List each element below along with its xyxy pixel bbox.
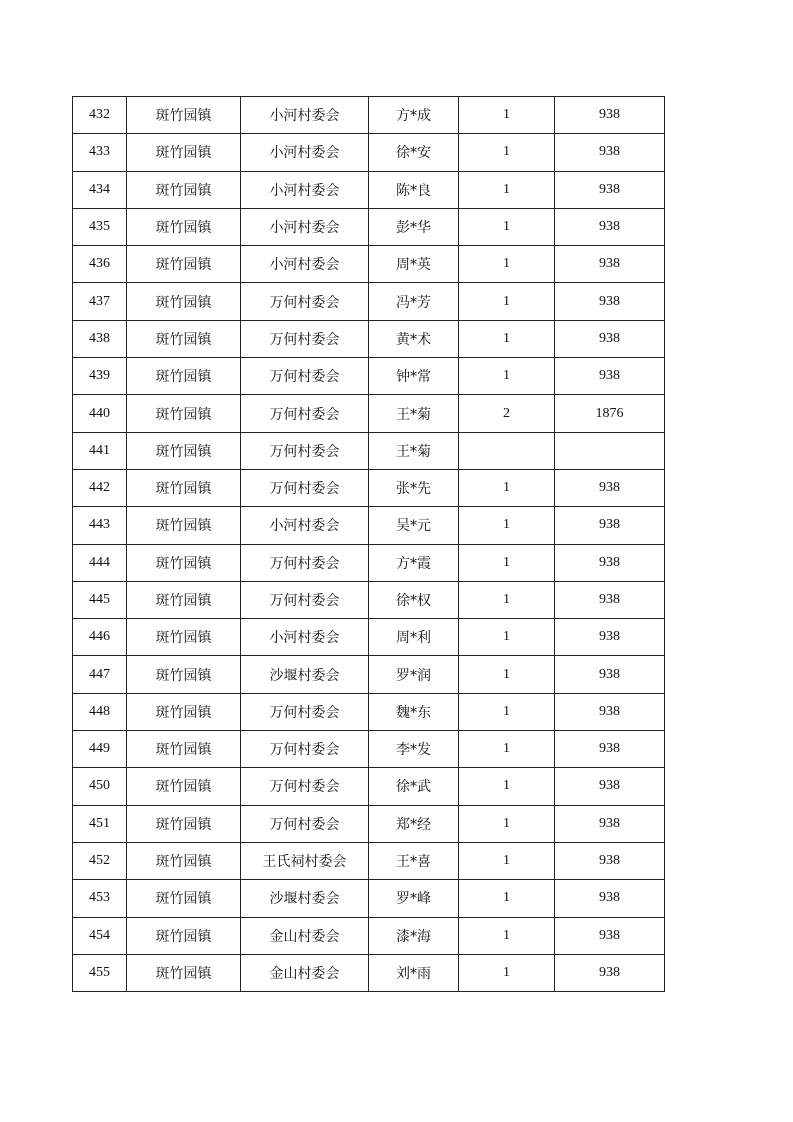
cell-index: 449	[73, 731, 127, 768]
cell-town: 斑竹园镇	[127, 246, 241, 283]
cell-town: 斑竹园镇	[127, 171, 241, 208]
cell-count: 2	[459, 395, 555, 432]
cell-count: 1	[459, 97, 555, 134]
cell-town: 斑竹园镇	[127, 358, 241, 395]
cell-town: 斑竹园镇	[127, 97, 241, 134]
cell-village: 小河村委会	[241, 134, 369, 171]
cell-index: 455	[73, 954, 127, 991]
cell-count: 1	[459, 768, 555, 805]
cell-index: 436	[73, 246, 127, 283]
cell-town: 斑竹园镇	[127, 656, 241, 693]
cell-count: 1	[459, 656, 555, 693]
cell-village: 万何村委会	[241, 693, 369, 730]
cell-amount: 938	[555, 358, 665, 395]
table-row	[73, 469, 665, 506]
cell-name: 王*菊	[369, 432, 459, 469]
cell-name: 徐*权	[369, 581, 459, 618]
cell-village: 万何村委会	[241, 581, 369, 618]
table-row	[73, 320, 665, 357]
cell-village: 沙堰村委会	[241, 656, 369, 693]
cell-index: 446	[73, 619, 127, 656]
cell-town: 斑竹园镇	[127, 283, 241, 320]
cell-town: 斑竹园镇	[127, 544, 241, 581]
cell-village: 万何村委会	[241, 731, 369, 768]
cell-amount: 938	[555, 693, 665, 730]
cell-amount: 938	[555, 880, 665, 917]
table-row	[73, 507, 665, 544]
cell-village: 万何村委会	[241, 768, 369, 805]
cell-town: 斑竹园镇	[127, 432, 241, 469]
cell-count: 1	[459, 507, 555, 544]
table-row	[73, 432, 665, 469]
cell-name: 徐*武	[369, 768, 459, 805]
document-page	[72, 96, 665, 992]
cell-count: 1	[459, 731, 555, 768]
cell-amount: 938	[555, 208, 665, 245]
cell-village: 小河村委会	[241, 246, 369, 283]
cell-index: 442	[73, 469, 127, 506]
cell-count: 1	[459, 283, 555, 320]
cell-amount: 938	[555, 581, 665, 618]
cell-village: 金山村委会	[241, 954, 369, 991]
cell-count: 1	[459, 693, 555, 730]
cell-name: 陈*良	[369, 171, 459, 208]
cell-name: 周*英	[369, 246, 459, 283]
cell-index: 435	[73, 208, 127, 245]
table-body	[73, 97, 665, 992]
cell-count: 1	[459, 581, 555, 618]
cell-name: 黄*术	[369, 320, 459, 357]
cell-index: 434	[73, 171, 127, 208]
cell-count: 1	[459, 805, 555, 842]
cell-amount: 938	[555, 97, 665, 134]
table-row	[73, 581, 665, 618]
cell-index: 441	[73, 432, 127, 469]
cell-name: 罗*润	[369, 656, 459, 693]
cell-count: 1	[459, 880, 555, 917]
cell-name: 方*成	[369, 97, 459, 134]
cell-name: 冯*芳	[369, 283, 459, 320]
table-row	[73, 544, 665, 581]
table-row	[73, 283, 665, 320]
cell-town: 斑竹园镇	[127, 693, 241, 730]
cell-town: 斑竹园镇	[127, 134, 241, 171]
cell-amount: 938	[555, 507, 665, 544]
cell-index: 445	[73, 581, 127, 618]
cell-index: 433	[73, 134, 127, 171]
cell-village: 小河村委会	[241, 507, 369, 544]
cell-count: 1	[459, 544, 555, 581]
cell-town: 斑竹园镇	[127, 880, 241, 917]
cell-name: 郑*经	[369, 805, 459, 842]
cell-count: 1	[459, 358, 555, 395]
cell-village: 小河村委会	[241, 171, 369, 208]
cell-amount: 938	[555, 954, 665, 991]
cell-index: 448	[73, 693, 127, 730]
cell-town: 斑竹园镇	[127, 917, 241, 954]
cell-village: 小河村委会	[241, 97, 369, 134]
cell-index: 438	[73, 320, 127, 357]
cell-count: 1	[459, 842, 555, 879]
table-row	[73, 619, 665, 656]
cell-village: 万何村委会	[241, 469, 369, 506]
cell-town: 斑竹园镇	[127, 320, 241, 357]
cell-amount: 938	[555, 842, 665, 879]
cell-name: 罗*峰	[369, 880, 459, 917]
cell-town: 斑竹园镇	[127, 805, 241, 842]
cell-town: 斑竹园镇	[127, 619, 241, 656]
cell-count: 1	[459, 134, 555, 171]
cell-name: 周*利	[369, 619, 459, 656]
table-row	[73, 97, 665, 134]
cell-amount: 938	[555, 320, 665, 357]
cell-village: 万何村委会	[241, 432, 369, 469]
cell-name: 彭*华	[369, 208, 459, 245]
table-row	[73, 171, 665, 208]
cell-village: 万何村委会	[241, 358, 369, 395]
cell-name: 魏*东	[369, 693, 459, 730]
cell-name: 吴*元	[369, 507, 459, 544]
table-row	[73, 768, 665, 805]
cell-amount: 938	[555, 805, 665, 842]
cell-amount: 938	[555, 656, 665, 693]
cell-name: 钟*常	[369, 358, 459, 395]
table-row	[73, 656, 665, 693]
table-row	[73, 842, 665, 879]
cell-village: 小河村委会	[241, 619, 369, 656]
table-row	[73, 917, 665, 954]
cell-village: 万何村委会	[241, 805, 369, 842]
cell-village: 王氏祠村委会	[241, 842, 369, 879]
cell-amount: 1876	[555, 395, 665, 432]
cell-town: 斑竹园镇	[127, 954, 241, 991]
cell-amount: 938	[555, 768, 665, 805]
cell-town: 斑竹园镇	[127, 395, 241, 432]
cell-town: 斑竹园镇	[127, 469, 241, 506]
data-table	[72, 96, 665, 992]
table-row	[73, 693, 665, 730]
table-row	[73, 246, 665, 283]
cell-amount: 938	[555, 544, 665, 581]
cell-index: 451	[73, 805, 127, 842]
cell-count: 1	[459, 320, 555, 357]
cell-count: 1	[459, 954, 555, 991]
cell-index: 453	[73, 880, 127, 917]
table-row	[73, 805, 665, 842]
cell-amount: 938	[555, 283, 665, 320]
table-row	[73, 954, 665, 991]
cell-count: 1	[459, 619, 555, 656]
cell-index: 432	[73, 97, 127, 134]
cell-amount: 938	[555, 619, 665, 656]
cell-name: 徐*安	[369, 134, 459, 171]
table-row	[73, 208, 665, 245]
cell-amount: 938	[555, 731, 665, 768]
table-row	[73, 358, 665, 395]
cell-name: 李*发	[369, 731, 459, 768]
cell-amount: 938	[555, 134, 665, 171]
cell-amount: 938	[555, 469, 665, 506]
cell-index: 450	[73, 768, 127, 805]
cell-index: 440	[73, 395, 127, 432]
cell-town: 斑竹园镇	[127, 842, 241, 879]
cell-index: 454	[73, 917, 127, 954]
cell-index: 437	[73, 283, 127, 320]
cell-count: 1	[459, 208, 555, 245]
cell-town: 斑竹园镇	[127, 581, 241, 618]
cell-index: 439	[73, 358, 127, 395]
cell-index: 443	[73, 507, 127, 544]
table-row	[73, 134, 665, 171]
table-row	[73, 395, 665, 432]
cell-name: 张*先	[369, 469, 459, 506]
cell-index: 444	[73, 544, 127, 581]
cell-village: 小河村委会	[241, 208, 369, 245]
cell-amount: 938	[555, 246, 665, 283]
cell-count: 1	[459, 917, 555, 954]
cell-name: 方*霞	[369, 544, 459, 581]
cell-amount: 938	[555, 917, 665, 954]
cell-name: 王*菊	[369, 395, 459, 432]
cell-amount	[555, 432, 665, 469]
cell-town: 斑竹园镇	[127, 208, 241, 245]
table-row	[73, 731, 665, 768]
cell-count: 1	[459, 246, 555, 283]
cell-town: 斑竹园镇	[127, 507, 241, 544]
cell-town: 斑竹园镇	[127, 768, 241, 805]
cell-name: 漆*海	[369, 917, 459, 954]
cell-village: 万何村委会	[241, 544, 369, 581]
table-row	[73, 880, 665, 917]
cell-town: 斑竹园镇	[127, 731, 241, 768]
cell-name: 刘*雨	[369, 954, 459, 991]
cell-village: 万何村委会	[241, 283, 369, 320]
cell-village: 金山村委会	[241, 917, 369, 954]
cell-village: 万何村委会	[241, 395, 369, 432]
cell-count: 1	[459, 469, 555, 506]
cell-index: 452	[73, 842, 127, 879]
cell-village: 万何村委会	[241, 320, 369, 357]
cell-name: 王*喜	[369, 842, 459, 879]
cell-index: 447	[73, 656, 127, 693]
cell-count	[459, 432, 555, 469]
cell-amount: 938	[555, 171, 665, 208]
cell-count: 1	[459, 171, 555, 208]
cell-village: 沙堰村委会	[241, 880, 369, 917]
